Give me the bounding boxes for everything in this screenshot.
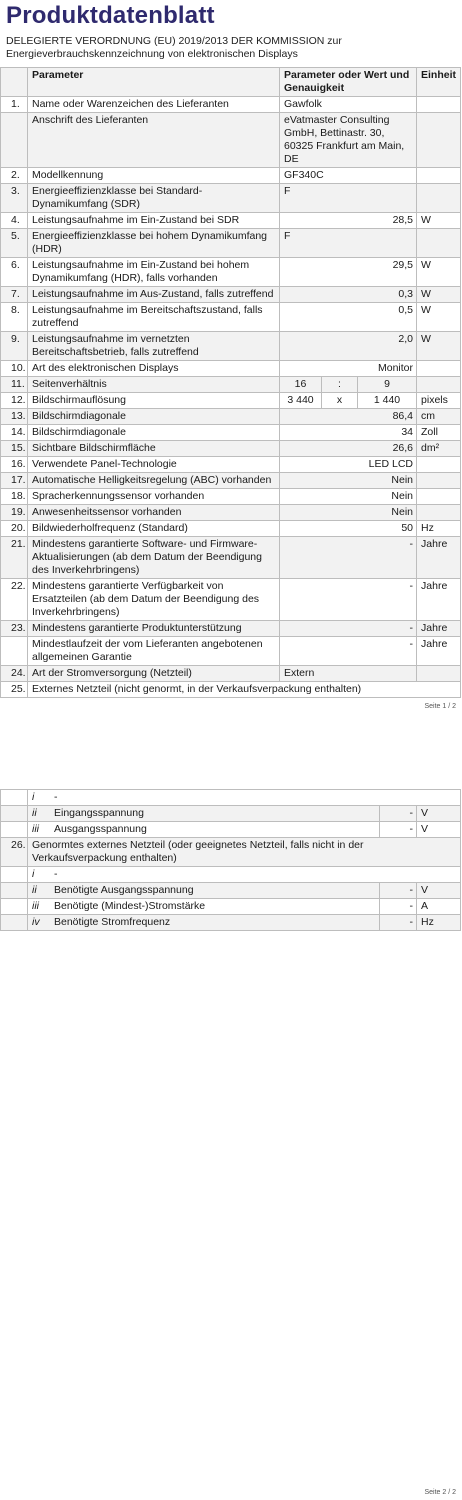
row-unit: W [417, 258, 461, 287]
row-number: 25. [1, 682, 28, 698]
row-parameter [28, 822, 380, 838]
document-title: Produktdatenblatt [6, 2, 215, 29]
row-parameter: Art des elektronischen Displays [28, 361, 280, 377]
row-parameter: Mindestens garantierte Produktunterstützung [28, 621, 280, 637]
row-parameter-text: Ausgangsspannung [54, 823, 147, 835]
row-unit [417, 97, 461, 113]
row-parameter: Genormtes externes Netzteil (oder geeignetes Netzteil, falls nicht in der Verkaufsverpackung enthalten) [28, 838, 461, 867]
row-parameter: Leistungsaufnahme im vernetzten Bereitschaftsbetrieb, falls zutreffend [28, 332, 280, 361]
table-row [1, 457, 461, 473]
row-value: 34 [280, 425, 417, 441]
row-parameter: Name oder Warenzeichen des Lieferanten [28, 97, 280, 113]
table-row [1, 899, 461, 915]
row-number: 6. [1, 258, 28, 287]
row-value-separator: : [322, 377, 358, 393]
row-number: 22. [1, 579, 28, 621]
row-unit: pixels [417, 393, 461, 409]
row-number: 18. [1, 489, 28, 505]
row-value: F [280, 229, 417, 258]
row-value: 29,5 [280, 258, 417, 287]
row-roman-numeral: ii [32, 807, 37, 819]
row-unit: Jahre [417, 537, 461, 579]
table-row [1, 579, 461, 621]
row-value: - [380, 899, 417, 915]
row-unit: W [417, 303, 461, 332]
row-number [1, 867, 28, 883]
row-number: 2. [1, 168, 28, 184]
table-row [1, 637, 461, 666]
row-number [1, 806, 28, 822]
row-unit: Hz [417, 915, 461, 931]
row-value: eVatmaster Consulting GmbH, Bettinastr. 30, 60325 Frankfurt am Main, DE [280, 113, 417, 168]
table-row [1, 867, 461, 883]
row-unit: dm² [417, 441, 461, 457]
row-value: - [280, 537, 417, 579]
row-parameter [28, 806, 380, 822]
table-row [1, 537, 461, 579]
row-value: Nein [280, 473, 417, 489]
row-parameter: Mindestens garantierte Software- und Firmware-Aktualisierungen (ab dem Datum der Beendigung des Inverkehrbringens) [28, 537, 280, 579]
header-value: Parameter oder Wert und Genauigkeit [280, 68, 417, 97]
row-value: 0,5 [280, 303, 417, 332]
row-unit: W [417, 213, 461, 229]
row-number: 13. [1, 409, 28, 425]
row-parameter: Externes Netzteil (nicht genormt, in der Verkaufsverpackung enthalten) [28, 682, 461, 698]
row-number: 15. [1, 441, 28, 457]
row-parameter: Leistungsaufnahme im Ein-Zustand bei hohem Dynamikumfang (HDR), falls vorhanden [28, 258, 280, 287]
row-number: 23. [1, 621, 28, 637]
row-value-part: 3 440 [280, 393, 322, 409]
row-value-separator: x [322, 393, 358, 409]
table-row [1, 184, 461, 213]
row-parameter: Spracherkennungssensor vorhanden [28, 489, 280, 505]
row-number: 10. [1, 361, 28, 377]
row-parameter [28, 883, 380, 899]
product-data-table [0, 67, 461, 698]
row-unit [417, 168, 461, 184]
row-unit: V [417, 806, 461, 822]
row-value: Extern [280, 666, 417, 682]
row-value: - [280, 579, 417, 621]
row-parameter [28, 867, 461, 883]
row-value-part: 9 [358, 377, 417, 393]
row-parameter: Sichtbare Bildschirmfläche [28, 441, 280, 457]
row-parameter: Automatische Helligkeitsregelung (ABC) vorhanden [28, 473, 280, 489]
row-parameter: Bildschirmdiagonale [28, 409, 280, 425]
row-parameter: Leistungsaufnahme im Aus-Zustand, falls zutreffend [28, 287, 280, 303]
table-row [1, 377, 461, 393]
row-parameter: Bildwiederholfrequenz (Standard) [28, 521, 280, 537]
row-value: Nein [280, 489, 417, 505]
row-value: Gawfolk [280, 97, 417, 113]
row-unit: cm [417, 409, 461, 425]
header-number-cell [1, 68, 28, 97]
table-row [1, 425, 461, 441]
row-number: 7. [1, 287, 28, 303]
row-value: Monitor [280, 361, 417, 377]
row-parameter [28, 899, 380, 915]
row-value: - [380, 883, 417, 899]
row-unit [417, 113, 461, 168]
row-unit: Zoll [417, 425, 461, 441]
row-number [1, 899, 28, 915]
row-number: 11. [1, 377, 28, 393]
table-row [1, 822, 461, 838]
page-1 [0, 0, 462, 745]
row-unit: W [417, 287, 461, 303]
row-parameter: Anwesenheitssensor vorhanden [28, 505, 280, 521]
row-parameter: Verwendete Panel-Technologie [28, 457, 280, 473]
row-value: 2,0 [280, 332, 417, 361]
row-parameter: Seitenverhältnis [28, 377, 280, 393]
row-unit: Jahre [417, 579, 461, 621]
row-unit [417, 666, 461, 682]
row-value: - [280, 621, 417, 637]
table-row [1, 113, 461, 168]
row-parameter: Art der Stromversorgung (Netzteil) [28, 666, 280, 682]
row-value-part: 1 440 [358, 393, 417, 409]
row-unit [417, 473, 461, 489]
table-row [1, 229, 461, 258]
row-number: 26. [1, 838, 28, 867]
row-value: LED LCD [280, 457, 417, 473]
table-row [1, 409, 461, 425]
row-value: - [380, 915, 417, 931]
table-row [1, 332, 461, 361]
row-parameter-text: Benötigte Stromfrequenz [54, 916, 171, 928]
row-unit: W [417, 332, 461, 361]
row-value: Nein [280, 505, 417, 521]
row-value: 0,3 [280, 287, 417, 303]
page-number: Seite 1 / 2 [424, 703, 456, 710]
table-row [1, 213, 461, 229]
page-2 [0, 745, 462, 1500]
row-roman-numeral: iii [32, 900, 39, 912]
table-row [1, 883, 461, 899]
row-parameter-text: Benötigte (Mindest-)Stromstärke [54, 900, 206, 912]
row-roman-numeral: ii [32, 884, 37, 896]
row-unit: Jahre [417, 621, 461, 637]
row-unit: Hz [417, 521, 461, 537]
row-parameter [28, 915, 380, 931]
table-header-row [1, 68, 461, 97]
row-number: 17. [1, 473, 28, 489]
row-number: 9. [1, 332, 28, 361]
header-unit: Einheit [417, 68, 461, 97]
table-row [1, 505, 461, 521]
row-parameter-text: Eingangsspannung [54, 807, 144, 819]
table-row [1, 521, 461, 537]
power-supply-table [0, 789, 461, 931]
subtitle-line: DELEGIERTE VERORDNUNG (EU) 2019/2013 DER KOMMISSION zur [6, 35, 342, 47]
row-value: 50 [280, 521, 417, 537]
row-parameter: Energieeffizienzklasse bei Standard-Dynamikumfang (SDR) [28, 184, 280, 213]
row-number: 20. [1, 521, 28, 537]
row-value: F [280, 184, 417, 213]
row-parameter: Modellkennung [28, 168, 280, 184]
table-row [1, 258, 461, 287]
row-parameter: Anschrift des Lieferanten [28, 113, 280, 168]
row-value: 26,6 [280, 441, 417, 457]
table-row [1, 168, 461, 184]
table-row [1, 682, 461, 698]
row-parameter-text: - [54, 868, 58, 880]
table-row [1, 666, 461, 682]
table-row [1, 838, 461, 867]
row-value: 28,5 [280, 213, 417, 229]
row-number: 19. [1, 505, 28, 521]
row-parameter: Leistungsaufnahme im Ein-Zustand bei SDR [28, 213, 280, 229]
row-value: 86,4 [280, 409, 417, 425]
row-value: GF340C [280, 168, 417, 184]
row-unit [417, 489, 461, 505]
row-roman-numeral: iv [32, 916, 40, 928]
table-row [1, 303, 461, 332]
row-number: 16. [1, 457, 28, 473]
row-number: 12. [1, 393, 28, 409]
row-number: 1. [1, 97, 28, 113]
header-parameter: Parameter [28, 68, 280, 97]
table-row [1, 621, 461, 637]
row-parameter: Bildschirmdiagonale [28, 425, 280, 441]
page-number: Seite 2 / 2 [424, 1489, 456, 1496]
row-unit [417, 229, 461, 258]
row-unit [417, 457, 461, 473]
row-number [1, 822, 28, 838]
row-value-part: 16 [280, 377, 322, 393]
row-value: - [280, 637, 417, 666]
row-number: 14. [1, 425, 28, 441]
table-row [1, 441, 461, 457]
table-row [1, 393, 461, 409]
row-parameter: Mindestens garantierte Verfügbarkeit von Ersatzteilen (ab dem Datum der Beendigung des Inverkehrbringens) [28, 579, 280, 621]
row-parameter-text: Benötigte Ausgangsspannung [54, 884, 194, 896]
row-roman-numeral: i [32, 868, 35, 880]
row-parameter-text: - [54, 791, 58, 803]
row-parameter: Mindestlaufzeit der vom Lieferanten angebotenen allgemeinen Garantie [28, 637, 280, 666]
row-number: 8. [1, 303, 28, 332]
row-number [1, 113, 28, 168]
row-number: 21. [1, 537, 28, 579]
row-unit [417, 377, 461, 393]
row-number: 5. [1, 229, 28, 258]
table-row [1, 806, 461, 822]
regulation-subtitle [6, 35, 342, 61]
row-value: - [380, 822, 417, 838]
row-unit [417, 361, 461, 377]
row-unit [417, 505, 461, 521]
row-number [1, 637, 28, 666]
row-parameter: Energieeffizienzklasse bei hohem Dynamikumfang (HDR) [28, 229, 280, 258]
row-parameter: Leistungsaufnahme im Bereitschaftszustand, falls zutreffend [28, 303, 280, 332]
row-number: 3. [1, 184, 28, 213]
table-row [1, 97, 461, 113]
row-parameter [28, 790, 461, 806]
table-row [1, 489, 461, 505]
row-unit [417, 184, 461, 213]
row-number [1, 915, 28, 931]
row-unit: V [417, 822, 461, 838]
row-number: 4. [1, 213, 28, 229]
row-number: 24. [1, 666, 28, 682]
row-parameter: Bildschirmauflösung [28, 393, 280, 409]
table-row [1, 915, 461, 931]
table-row [1, 287, 461, 303]
row-unit: A [417, 899, 461, 915]
table-row [1, 790, 461, 806]
row-value: - [380, 806, 417, 822]
row-number [1, 883, 28, 899]
row-unit: V [417, 883, 461, 899]
row-number [1, 790, 28, 806]
table-row [1, 473, 461, 489]
row-unit: Jahre [417, 637, 461, 666]
table-row [1, 361, 461, 377]
row-roman-numeral: i [32, 791, 35, 803]
row-roman-numeral: iii [32, 823, 39, 835]
subtitle-line: Energieverbrauchskennzeichnung von elektronischen Displays [6, 48, 298, 60]
